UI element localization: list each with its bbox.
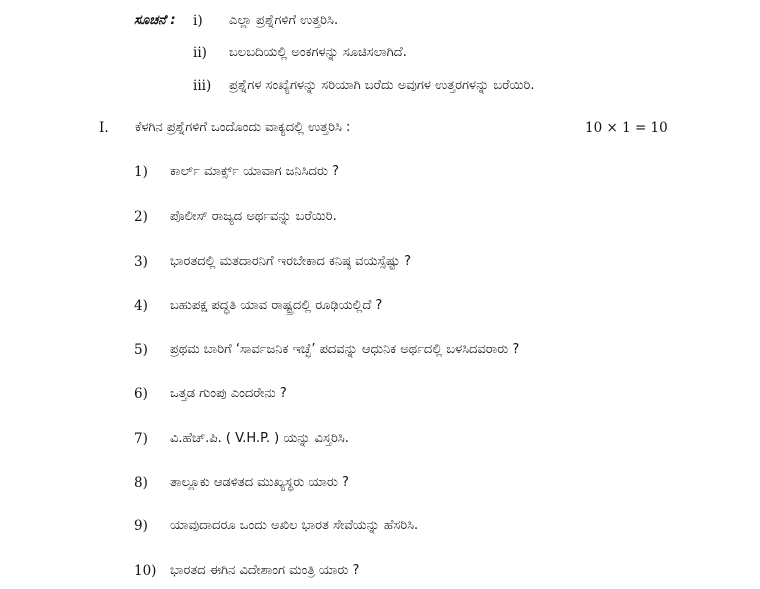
question-number: 1) [134, 164, 148, 180]
question-text: ಒತ್ತಡ ಗುಂಪು ಎಂದರೇನು ? [170, 386, 287, 401]
question-text: ಯಾವುದಾದರೂ ಒಂದು ಅಖಿಲ ಭಾರತ ಸೇವೆಯನ್ನು ಹೆಸರಿಸಿ. [170, 518, 419, 533]
question-text: ಭಾರತದಲ್ಲಿ ಮತದಾರನಿಗೆ ಇರಬೇಕಾದ ಕನಿಷ್ಠ ವಯಸ್ಸೆಷ್ಟು ? [170, 254, 411, 269]
question-text: ಪ್ರಥಮ ಬಾರಿಗೆ ‘ಸಾರ್ವಜನಿಕ ಇಚ್ಛೆ’ ಪದವನ್ನು ಆಧುನಿಕ ಅರ್ಥದಲ್ಲಿ ಬಳಸಿದವರಾರು ? [170, 342, 520, 357]
instruction-num: i) [193, 13, 203, 29]
question-number: 3) [134, 254, 148, 270]
question-text: ತಾಲ್ಲೂಕು ಆಡಳಿತದ ಮುಖ್ಯಸ್ಥರು ಯಾರು ? [170, 475, 349, 490]
instructions-heading: ಸೂಚನೆ : [134, 13, 176, 28]
question-number: 9) [134, 518, 148, 534]
section-title: ಕೆಳಗಿನ ಪ್ರಶ್ನೆಗಳಿಗೆ ಒಂದೊಂದು ವಾಕ್ಯದಲ್ಲಿ ಉತ್ತರಿಸಿ : [135, 120, 351, 135]
question-number: 2) [134, 209, 148, 225]
question-number: 6) [134, 386, 148, 402]
question-text: ವಿ.ಹೆಚ್.ಪಿ. ( V.H.P. ) ಯನ್ನು ವಿಸ್ತರಿಸಿ. [170, 431, 349, 446]
question-number: 7) [134, 431, 148, 447]
question-text: ಭಾರತದ ಈಗಿನ ವಿದೇಶಾಂಗ ಮಂತ್ರಿ ಯಾರು ? [170, 563, 360, 578]
instruction-text: ಪ್ರಶ್ನೆಗಳ ಸಂಖ್ಯೆಗಳನ್ನು ಸರಿಯಾಗಿ ಬರೆದು ಅವುಗಳ ಉತ್ತರಗಳನ್ನು ಬರೆಯಿರಿ. [229, 78, 535, 93]
question-text: ಬಹುಪಕ್ಷ ಪದ್ಧತಿ ಯಾವ ರಾಷ್ಟ್ರದಲ್ಲಿ ರೂಢಿಯಲ್ಲಿದೆ ? [170, 298, 383, 313]
question-number: 5) [134, 342, 148, 358]
instruction-text: ಬಲಬದಿಯಲ್ಲಿ ಅಂಕಗಳನ್ನು ಸೂಚಿಸಲಾಗಿದೆ. [229, 45, 407, 60]
section-number: I. [99, 120, 109, 136]
section-marks: 10 × 1 = 10 [585, 120, 668, 136]
question-text: ಪೊಲೀಸ್ ರಾಜ್ಯದ ಅರ್ಥವನ್ನು ಬರೆಯಿರಿ. [170, 209, 337, 224]
question-text: ಕಾರ್ಲ್ ಮಾರ್ಕ್ಸ್ ಯಾವಾಗ ಜನಿಸಿದರು ? [170, 164, 339, 179]
question-number: 4) [134, 298, 148, 314]
instruction-num: iii) [193, 78, 212, 94]
instruction-num: ii) [193, 45, 207, 61]
instruction-text: ಎಲ್ಲಾ ಪ್ರಶ್ನೆಗಳಿಗೆ ಉತ್ತರಿಸಿ. [229, 13, 339, 28]
question-number: 10) [134, 563, 157, 579]
question-number: 8) [134, 475, 148, 491]
